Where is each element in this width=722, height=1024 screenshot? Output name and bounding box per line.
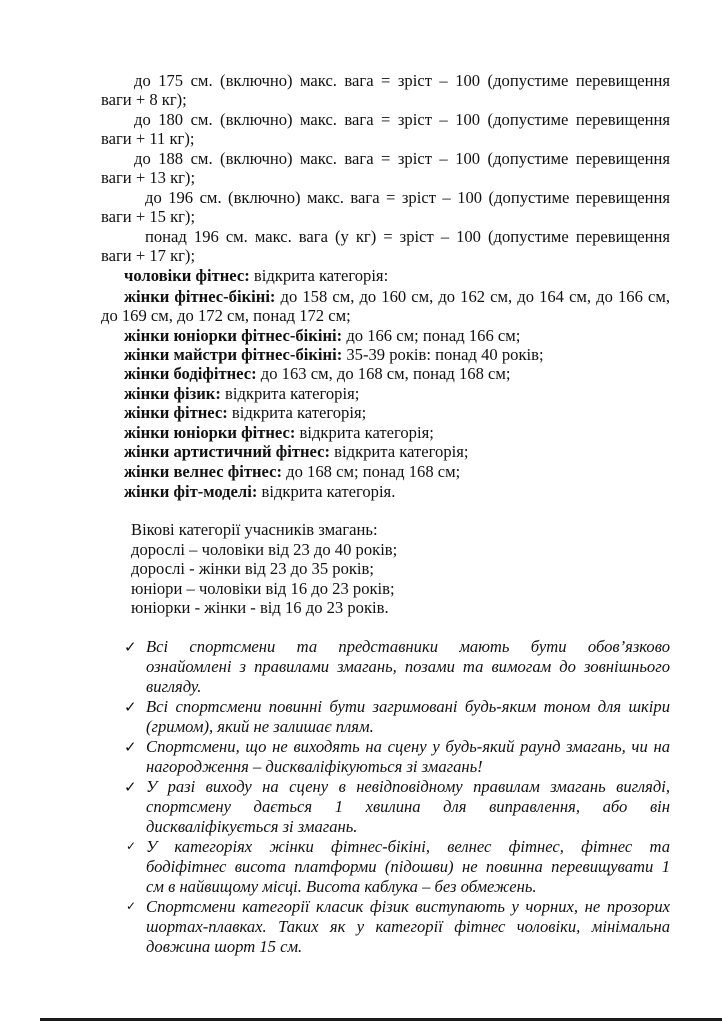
age-category-line: дорослі - жінки від 23 до 35 років; bbox=[131, 559, 374, 578]
category-line bbox=[124, 345, 544, 364]
category-detail: до 168 см; понад 168 см; bbox=[282, 462, 461, 481]
category-name: жінки велнес фітнес: bbox=[124, 462, 283, 481]
height-rule-line: ваги + 11 кг); bbox=[101, 129, 195, 148]
height-rule-line: до 196 см. (включно) макс. вага = зріст – 100 (допустиме перевищення bbox=[145, 188, 670, 207]
category-detail: до 166 см; понад 166 см; bbox=[342, 326, 521, 345]
height-rule-line: ваги + 17 кг); bbox=[101, 246, 196, 265]
category-detail: відкрита категорія; bbox=[330, 442, 469, 461]
category-name: жінки фіт-моделі: bbox=[124, 482, 258, 501]
category-detail: до 158 см, до 160 см, до 162 см, до 164 см, до 166 см, bbox=[275, 287, 670, 306]
age-category-line: дорослі – чоловіки від 23 до 40 років; bbox=[131, 540, 398, 559]
height-rule-line: до 188 см. (включно) макс. вага = зріст – 100 (допустиме перевищення bbox=[134, 149, 670, 168]
category-name: жінки майстри фітнес-бікіні: bbox=[124, 345, 343, 364]
height-rule-line: понад 196 см. макс. вага (у кг) = зріст – 100 (допустиме перевищення bbox=[145, 227, 670, 246]
rule-line: Всі спортсмени та представники мають бути обов’язково bbox=[146, 637, 670, 656]
rule-line: Всі спортсмени повинні бути загримовані будь-яким тоном для шкіри bbox=[146, 697, 670, 716]
category-detail: відкрита категорія. bbox=[257, 482, 396, 501]
category-line bbox=[124, 482, 395, 501]
category-detail: відкрита категорія; bbox=[295, 423, 434, 442]
category-detail: відкрита категорія: bbox=[249, 266, 389, 285]
page-bottom-border bbox=[40, 1018, 722, 1021]
rule-line: спортсмену дається 1 хвилина для виправлення, або він bbox=[146, 797, 670, 816]
age-categories-heading: Вікові категорії учасників змагань: bbox=[131, 520, 378, 539]
checkmark-icon: ✓ bbox=[124, 738, 137, 756]
height-rule-line: до 175 см. (включно) макс. вага = зріст – 100 (допустиме перевищення bbox=[134, 71, 670, 90]
height-rule-line: ваги + 8 кг); bbox=[101, 90, 187, 109]
rule-line: Спортсмени категорії класик фізик виступають у чорних, не прозорих bbox=[146, 897, 670, 916]
category-name: жінки фізик: bbox=[124, 384, 221, 403]
category-name: жінки юніорки фітнес: bbox=[124, 423, 296, 442]
category-line bbox=[124, 266, 388, 285]
category-name: чоловіки фітнес: bbox=[124, 266, 250, 285]
category-name: жінки фітнес: bbox=[124, 403, 228, 422]
category-line bbox=[124, 462, 460, 481]
height-rule-line: ваги + 15 кг); bbox=[101, 207, 196, 226]
rule-line: Спортсмени, що не виходять на сцену у будь-який раунд змагань, чи на bbox=[146, 737, 670, 756]
category-line bbox=[124, 403, 366, 422]
category-name: жінки фітнес-бікіні: bbox=[124, 287, 276, 306]
category-detail: відкрита категорія; bbox=[220, 384, 360, 403]
category-line bbox=[124, 442, 468, 461]
height-rule-line: ваги + 13 кг); bbox=[101, 168, 196, 187]
checkmark-icon: ✓ bbox=[124, 638, 137, 656]
checkmark-icon: ✓ bbox=[126, 899, 137, 913]
rule-line: У категоріях жінки фітнес-бікіні, велнес фітнес, фітнес та bbox=[146, 837, 670, 856]
rule-line: довжина шорт 15 см. bbox=[146, 937, 303, 956]
category-line bbox=[124, 287, 670, 306]
category-name: жінки бодіфітнес: bbox=[124, 364, 257, 383]
age-category-line: юніори – чоловіки від 16 до 23 років; bbox=[131, 579, 395, 598]
checkmark-icon: ✓ bbox=[124, 778, 137, 796]
rule-line: вигляду. bbox=[146, 677, 202, 696]
category-line bbox=[124, 384, 359, 403]
checkmark-icon: ✓ bbox=[124, 698, 137, 716]
category-line-continued: до 169 см, до 172 см, понад 172 см; bbox=[101, 306, 351, 325]
rule-line: шортах-плавках. Таких як у категорії фітнес чоловіки, мінімальна bbox=[146, 917, 670, 936]
category-detail: відкрита категорія; bbox=[227, 403, 367, 422]
category-line bbox=[124, 364, 511, 383]
checkmark-icon: ✓ bbox=[126, 839, 137, 853]
category-name: жінки юніорки фітнес-бікіні: bbox=[124, 326, 343, 345]
rule-line: У разі виходу на сцену в невідповідному правилам змагань вигляді, bbox=[146, 777, 670, 796]
rule-line: бодіфітнес висота платформи (підошви) не повинна перевищувати 1 bbox=[146, 857, 670, 876]
category-detail: 35-39 років: понад 40 років; bbox=[342, 345, 544, 364]
height-rule-line: до 180 см. (включно) макс. вага = зріст – 100 (допустиме перевищення bbox=[134, 110, 670, 129]
rule-line: ознайомлені з правилами змагань, позами та вимогам до зовнішнього bbox=[146, 657, 670, 676]
category-name: жінки артистичний фітнес: bbox=[124, 442, 331, 461]
rule-line: (гримом), який не залишає плям. bbox=[146, 717, 374, 736]
category-detail: до 163 см, до 168 см, понад 168 см; bbox=[256, 364, 511, 383]
category-line bbox=[124, 326, 520, 345]
rule-line: нагородження – дискваліфікуються зі змагань! bbox=[146, 757, 483, 776]
category-line bbox=[124, 423, 434, 442]
rule-line: дискваліфікується зі змагань. bbox=[146, 817, 358, 836]
age-category-line: юніорки - жінки - від 16 до 23 років. bbox=[131, 598, 389, 617]
rule-line: см в найвищому місці. Висота каблука – без обмежень. bbox=[146, 877, 537, 896]
